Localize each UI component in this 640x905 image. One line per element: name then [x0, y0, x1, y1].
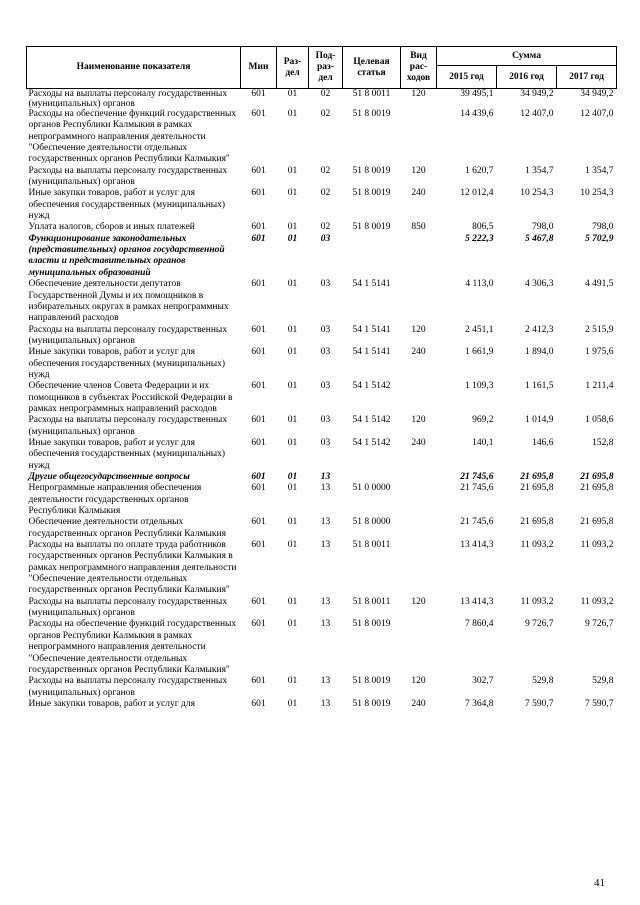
- cell-razdel: 01: [287, 415, 298, 426]
- cell-target: 51 8 0019: [352, 109, 391, 119]
- cell-razdel: 01: [287, 89, 298, 99]
- cell-podrazdel: 02: [320, 188, 331, 199]
- cell-razdel: 01: [287, 437, 298, 448]
- cell-vid: 120: [411, 415, 426, 426]
- cell-target: [343, 234, 401, 279]
- cell-2015: 13 414,3: [460, 540, 494, 551]
- cell-2017: 152,8: [592, 437, 614, 448]
- cell-2017: 12 407,0: [580, 109, 614, 119]
- cell-2015: 1 661,9: [465, 347, 494, 358]
- cell-vid: 120: [411, 676, 426, 687]
- cell-2017: 21 695,8: [580, 517, 614, 528]
- table-row: [27, 597, 617, 620]
- cell-vid: 240: [411, 437, 426, 448]
- cell-min: 601: [251, 279, 266, 290]
- cell-2016: 1 161,5: [525, 381, 554, 392]
- budget-document: [26, 46, 616, 710]
- budget-table: [26, 46, 617, 710]
- cell-2015: 969,2: [472, 415, 494, 426]
- cell-razdel: 01: [287, 222, 298, 233]
- table-row: [27, 415, 617, 438]
- cell-podrazdel: 13: [320, 596, 331, 607]
- cell-2015: 1 109,3: [465, 381, 494, 392]
- cell-min: 601: [251, 233, 266, 244]
- cell-2016: 11 093,2: [520, 596, 554, 607]
- cell-min: 601: [251, 324, 266, 335]
- cell-razdel: 01: [287, 619, 298, 630]
- cell-podrazdel: 13: [320, 698, 331, 709]
- cell-vid: [401, 381, 437, 415]
- cell-2017: 529,8: [592, 676, 614, 687]
- cell-2017: 10 254,3: [580, 188, 614, 199]
- cell-razdel: 01: [287, 347, 298, 358]
- cell-2017: 7 590,7: [585, 698, 614, 709]
- header-2016: 2016 год: [497, 66, 557, 89]
- cell-min: 601: [251, 596, 266, 607]
- cell-2016: 21 695,8: [520, 517, 554, 528]
- cell-2016: 2 412,3: [525, 324, 554, 335]
- cell-2016: 21 695,8: [520, 472, 554, 482]
- cell-name: Обеспечение членов Совета Федерации и их помощников в субъектах Российской Федерации в рамках непрограммных направлений расходов: [28, 381, 233, 414]
- cell-vid: [401, 472, 437, 483]
- cell-razdel: 01: [287, 517, 298, 528]
- cell-target: 51 8 0019: [352, 188, 391, 199]
- cell-2016: 11 093,2: [520, 540, 554, 551]
- cell-razdel: 01: [287, 472, 298, 482]
- cell-name: Расходы на выплаты персоналу государственных (муниципальных) органов: [28, 324, 228, 346]
- cell-vid: 120: [411, 596, 426, 607]
- cell-vid: 240: [411, 347, 426, 358]
- page-number: 41: [594, 877, 605, 889]
- cell-2015: 7 364,8: [465, 698, 494, 709]
- cell-2015: 13 414,3: [460, 596, 494, 607]
- cell-name: Иные закупки товаров, работ и услуг для обеспечения государственных (муниципальных) нужд: [28, 437, 226, 471]
- table-row: [27, 222, 617, 233]
- cell-min: 601: [251, 415, 266, 426]
- cell-target: 51 8 0011: [352, 89, 391, 99]
- table-row: [27, 166, 617, 189]
- cell-razdel: 01: [287, 324, 298, 335]
- cell-min: 601: [251, 698, 266, 709]
- cell-razdel: 01: [287, 109, 298, 119]
- header-min: Мин: [241, 47, 277, 89]
- cell-vid: 240: [411, 188, 426, 199]
- cell-name: Расходы на выплаты персоналу государственных (муниципальных) органов: [28, 165, 228, 188]
- cell-min: 601: [251, 437, 266, 448]
- cell-2017: 11 093,2: [580, 596, 614, 607]
- cell-vid: 850: [411, 222, 426, 233]
- cell-2017: 1 058,6: [585, 415, 614, 426]
- cell-name: Расходы на выплаты по оплате труда работников государственных органов Республики Калмыкия в рамках непрограммного направления деятельности "Обеспечение деятельности отдельных государственных органов Республики Калмыкия": [28, 540, 237, 596]
- cell-2016: 21 695,8: [520, 483, 554, 494]
- cell-razdel: 01: [287, 698, 298, 709]
- cell-min: 601: [251, 165, 266, 176]
- cell-podrazdel: 03: [320, 233, 331, 244]
- cell-min: 601: [251, 109, 266, 119]
- cell-2015: 39 495,1: [460, 89, 494, 99]
- cell-name: Иные закупки товаров, работ и услуг для обеспечения государственных (муниципальных) нужд: [28, 188, 226, 222]
- cell-min: 601: [251, 222, 266, 233]
- cell-2016: 1 014,9: [525, 415, 554, 426]
- cell-name: Расходы на обеспечение функций государственных органов Республики Калмыкия в рамках непрограммного направления деятельности "Обеспечение деятельности отдельных государственных органов Республики Калмыкия": [28, 619, 237, 675]
- cell-podrazdel: 02: [320, 109, 331, 119]
- header-podrazdel: Под- раз- дел: [309, 47, 343, 89]
- cell-min: 601: [251, 517, 266, 528]
- cell-2016: 529,8: [532, 676, 554, 687]
- cell-vid: [401, 483, 437, 517]
- cell-min: 601: [251, 347, 266, 358]
- cell-2017: 34 949,2: [580, 89, 614, 99]
- table-row: [27, 109, 617, 166]
- cell-podrazdel: 03: [320, 437, 331, 448]
- cell-razdel: 01: [287, 188, 298, 199]
- cell-podrazdel: 03: [320, 347, 331, 358]
- cell-target: 54 1 5142: [352, 437, 391, 448]
- table-row: [27, 438, 617, 472]
- cell-podrazdel: 03: [320, 279, 331, 290]
- cell-2015: 12 012,4: [460, 188, 494, 199]
- cell-target: [343, 472, 401, 483]
- cell-target: 54 1 5141: [352, 347, 391, 358]
- cell-2016: 7 590,7: [525, 698, 554, 709]
- cell-podrazdel: 02: [320, 222, 331, 233]
- cell-target: 51 0 0000: [352, 483, 391, 494]
- cell-target: 51 8 0000: [352, 517, 391, 528]
- cell-name: Расходы на обеспечение функций государственных органов Республики Калмыкия в рамках непрограммного направления деятельности "Обеспечение деятельности отдельных государственных органов Республики Калмыкия": [28, 109, 237, 165]
- cell-2015: 140,1: [472, 437, 494, 448]
- cell-vid: 240: [411, 698, 426, 709]
- header-summa: Сумма: [437, 47, 617, 66]
- cell-min: 601: [251, 472, 266, 482]
- cell-min: 601: [251, 188, 266, 199]
- table-row: [27, 699, 617, 710]
- cell-target: 51 8 0019: [352, 165, 391, 176]
- cell-name: Обеспечение деятельности депутатов Государственной Думы и их помощников в избирательных округах в рамках непрограммных направлений расходов: [28, 279, 229, 324]
- cell-vid: [401, 517, 437, 540]
- cell-vid: [401, 279, 437, 324]
- cell-name: Расходы на выплаты персоналу государственных (муниципальных) органов: [28, 596, 228, 619]
- cell-vid: 120: [411, 324, 426, 335]
- cell-razdel: 01: [287, 381, 298, 392]
- cell-razdel: 01: [287, 596, 298, 607]
- cell-2015: 4 113,0: [465, 279, 494, 290]
- table-row: [27, 234, 617, 279]
- cell-name: Обеспечение деятельности отдельных государственных органов Республики Калмыкия: [28, 517, 226, 539]
- cell-podrazdel: 03: [320, 381, 331, 392]
- cell-min: 601: [251, 676, 266, 687]
- table-row: [27, 279, 617, 324]
- cell-2017: 5 702,9: [585, 233, 614, 244]
- table-row: [27, 347, 617, 381]
- cell-min: 601: [251, 483, 266, 494]
- table-row: [27, 381, 617, 415]
- cell-2017: 2 515,9: [585, 324, 614, 335]
- cell-min: 601: [251, 540, 266, 551]
- cell-2015: 302,7: [472, 676, 494, 687]
- cell-2016: 10 254,3: [520, 188, 554, 199]
- cell-name: Иные закупки товаров, работ и услуг для обеспечения государственных (муниципальных) нужд: [28, 347, 226, 380]
- cell-2015: 806,5: [472, 222, 494, 233]
- cell-2016: 146,6: [532, 437, 554, 448]
- cell-razdel: 01: [287, 165, 298, 176]
- cell-name: Расходы на выплаты персоналу государственных (муниципальных) органов: [28, 89, 228, 109]
- cell-vid: [401, 234, 437, 279]
- cell-2017: 1 211,4: [585, 381, 614, 392]
- table-row: [27, 472, 617, 483]
- cell-vid: 120: [411, 165, 426, 176]
- cell-razdel: 01: [287, 540, 298, 551]
- header-razdel: Раз- дел: [277, 47, 309, 89]
- cell-2017: 9 726,7: [585, 619, 614, 630]
- table-header: [27, 47, 617, 89]
- cell-name: Непрограммные направления обеспечения деятельности государственных органов Республики Калмыкия: [28, 483, 202, 517]
- cell-2015: 21 745,6: [460, 483, 494, 494]
- cell-2015: 7 860,4: [465, 619, 494, 630]
- cell-2017: 4 491,5: [585, 279, 614, 290]
- cell-razdel: 01: [287, 279, 298, 290]
- cell-2017: 21 695,8: [580, 472, 614, 482]
- cell-2017: 798,0: [592, 222, 614, 233]
- cell-razdel: 01: [287, 233, 298, 244]
- cell-2017: 1 354,7: [585, 165, 614, 176]
- cell-target: 51 8 0019: [352, 222, 391, 233]
- cell-name: Иные закупки товаров, работ и услуг для: [28, 698, 195, 709]
- table-row: [27, 188, 617, 222]
- cell-name: Другие общегосударственные вопросы: [28, 472, 190, 482]
- header-2015: 2015 год: [437, 66, 497, 89]
- cell-target: 51 8 0019: [352, 676, 391, 687]
- table-row: [27, 676, 617, 699]
- cell-name: Расходы на выплаты персоналу государственных (муниципальных) органов: [28, 676, 228, 698]
- cell-target: 54 1 5142: [352, 415, 391, 426]
- cell-2016: 4 306,3: [525, 279, 554, 290]
- cell-target: 54 1 5142: [352, 381, 391, 392]
- cell-2016: 34 949,2: [520, 89, 554, 99]
- cell-min: 601: [251, 619, 266, 630]
- cell-vid: [401, 619, 437, 676]
- header-target: Целевая статья: [343, 47, 401, 89]
- cell-podrazdel: 03: [320, 415, 331, 426]
- cell-razdel: 01: [287, 676, 298, 687]
- header-vid: Вид рас- ходов: [401, 47, 437, 89]
- cell-target: 51 8 0011: [352, 540, 391, 551]
- cell-podrazdel: 13: [320, 540, 331, 551]
- cell-vid: 120: [411, 89, 426, 99]
- cell-2015: 1 620,7: [465, 165, 494, 176]
- cell-target: 54 1 5141: [352, 324, 391, 335]
- cell-name: Расходы на выплаты персоналу государственных (муниципальных) органов: [28, 415, 228, 437]
- cell-podrazdel: 13: [320, 472, 331, 482]
- table-row: [27, 540, 617, 597]
- table-row: [27, 619, 617, 676]
- cell-name: Уплата налогов, сборов и иных платежей: [28, 222, 195, 233]
- cell-vid: [401, 540, 437, 597]
- cell-2016: 12 407,0: [520, 109, 554, 119]
- cell-name: Функционирование законодательных (представительных) органов государственной власти и представительных органов муниципальных образований: [28, 233, 225, 278]
- cell-podrazdel: 13: [320, 619, 331, 630]
- cell-2016: 1 894,0: [525, 347, 554, 358]
- table-row: [27, 517, 617, 540]
- cell-podrazdel: 02: [320, 165, 331, 176]
- cell-2016: 9 726,7: [525, 619, 554, 630]
- cell-2015: 2 451,1: [465, 324, 494, 335]
- cell-2015: 14 439,6: [460, 109, 494, 119]
- cell-podrazdel: 13: [320, 483, 331, 494]
- table-body: [27, 89, 617, 711]
- header-name: Наименование показателя: [27, 47, 241, 89]
- cell-podrazdel: 03: [320, 324, 331, 335]
- cell-2015: 21 745,6: [460, 472, 494, 482]
- cell-2017: 21 695,8: [580, 483, 614, 494]
- cell-podrazdel: 13: [320, 517, 331, 528]
- table-row: [27, 89, 617, 110]
- table-row: [27, 483, 617, 517]
- cell-2016: 5 467,8: [525, 233, 554, 244]
- cell-2015: 5 222,3: [465, 233, 494, 244]
- cell-vid: [401, 109, 437, 166]
- cell-min: 601: [251, 381, 266, 392]
- cell-podrazdel: 02: [320, 89, 331, 99]
- cell-target: 54 1 5141: [352, 279, 391, 290]
- header-2017: 2017 год: [557, 66, 617, 89]
- cell-2016: 1 354,7: [525, 165, 554, 176]
- cell-target: 51 8 0019: [352, 698, 391, 709]
- cell-razdel: 01: [287, 483, 298, 494]
- cell-2015: 21 745,6: [460, 517, 494, 528]
- table-row: [27, 325, 617, 348]
- cell-2016: 798,0: [532, 222, 554, 233]
- cell-2017: 1 975,6: [585, 347, 614, 358]
- cell-2017: 11 093,2: [580, 540, 614, 551]
- cell-target: 51 8 0011: [352, 596, 391, 607]
- cell-target: 51 8 0019: [352, 619, 391, 630]
- cell-podrazdel: 13: [320, 676, 331, 687]
- cell-min: 601: [251, 89, 266, 99]
